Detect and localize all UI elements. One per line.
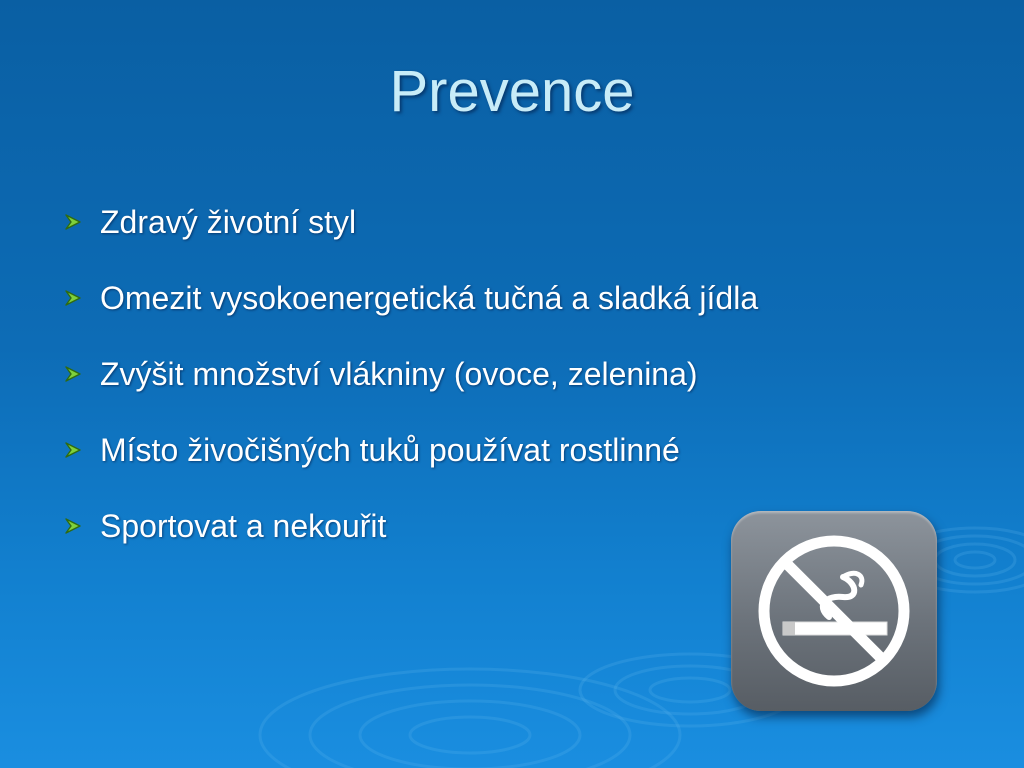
bullet-item	[62, 196, 982, 248]
arrowhead-bullet-icon	[62, 440, 88, 460]
no-smoking-icon	[731, 511, 937, 711]
bullet-text: Omezit vysokoenergetická tučná a sladká jídla	[100, 279, 759, 316]
bullet-text: Sportovat a nekouřit	[100, 507, 387, 544]
bullet-item	[62, 424, 982, 476]
bullet-text: Zvýšit množství vlákniny (ovoce, zelenina)	[100, 355, 698, 392]
bullet-item	[62, 272, 982, 324]
bullet-item	[62, 348, 982, 400]
arrowhead-bullet-icon	[62, 212, 88, 232]
arrowhead-bullet-icon	[62, 288, 88, 308]
no-smoking-picture	[731, 511, 937, 711]
arrowhead-bullet-icon	[62, 364, 88, 384]
bullet-text: Místo živočišných tuků používat rostlinné	[100, 431, 680, 468]
slide-title: Prevence	[389, 59, 635, 124]
bullet-text: Zdravý životní styl	[100, 203, 357, 240]
arrowhead-bullet-icon	[62, 516, 88, 536]
